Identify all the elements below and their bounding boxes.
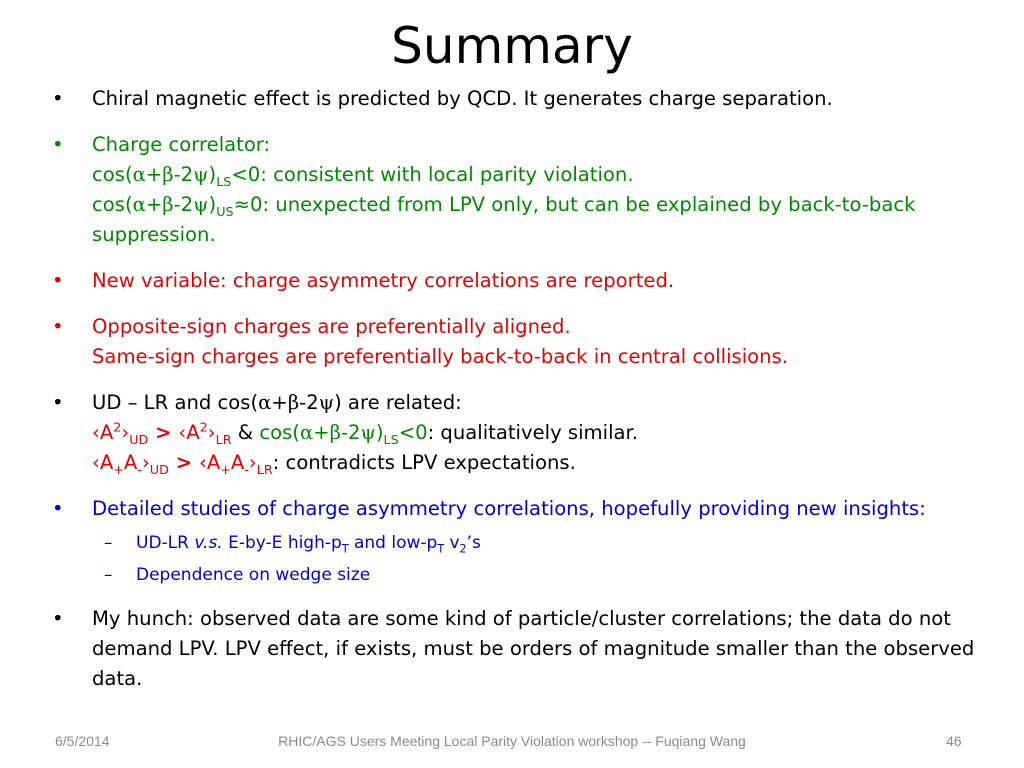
bullet-glyph: •	[52, 133, 64, 156]
bullet-cme	[46, 84, 986, 114]
slide-title: Summary	[391, 17, 633, 75]
bullet-new-variable	[46, 266, 986, 296]
footer-date: 6/5/2014	[55, 733, 110, 749]
ud-lr-line: UD – LR and cos(α+β-2ψ) are related:	[92, 391, 462, 414]
sub-bullet-wedge-size: – Dependence on wedge size	[46, 562, 986, 588]
bullet-glyph: •	[52, 391, 64, 414]
bullet-cme-text: Chiral magnetic effect is predicted by QCD. It generates charge separation.	[92, 87, 833, 110]
bullet-charge-correlator	[46, 130, 986, 250]
new-variable-text: New variable: charge asymmetry correlations are reported.	[92, 269, 675, 292]
a-plus-a-minus-line: $‹A_+A_-›_{UD}$ > $‹A_+A_-›_{LR}$: contradicts LPV expectations.	[92, 451, 576, 478]
bullet-glyph: •	[52, 87, 64, 110]
my-hunch-text: My hunch: observed data are some kind of particle/cluster correlations; the data do not demand LPV. LPV effect, if exists, must be orders of magnitude smaller than the observed data.	[92, 607, 975, 690]
bullet-glyph: •	[52, 497, 64, 520]
bullet-ud-lr	[46, 388, 986, 478]
bullet-glyph: •	[52, 269, 64, 292]
correlator-heading: Charge correlator:	[92, 133, 271, 156]
bullet-glyph: •	[52, 315, 64, 338]
a2-comparison-line: $‹A^2›_{UD}$ > $‹A^2›_{LR}$ & $\cos(\alpha+\beta-2\psi)_{LS}<0$: qualitatively similar.	[92, 420, 639, 448]
footer-page-number: 46	[946, 733, 962, 749]
slide-content	[46, 84, 986, 710]
bullet-opposite-sign	[46, 312, 986, 372]
detailed-studies-text: Detailed studies of charge asymmetry correlations, hopefully providing new insights:	[92, 497, 926, 520]
footer-title: RHIC/AGS Users Meeting Local Parity Violation workshop -- Fuqiang Wang	[278, 733, 746, 749]
same-sign-line: Same-sign charges are preferentially back-to-back in central collisions.	[92, 345, 789, 368]
bullet-detailed-studies	[46, 494, 986, 524]
sub-bullet-ud-lr-vs: – UD-LR v.s. E-by-E high-$p_T$ and low-$p_T$ $v_2’s$	[46, 530, 986, 556]
correlator-ls-line: $\cos(\alpha+\beta-2\psi)_{LS}<0$: consistent with local parity violation.	[92, 163, 634, 190]
dash-glyph: –	[104, 533, 113, 553]
opposite-sign-line: Opposite-sign charges are preferentially aligned.	[92, 315, 571, 338]
correlator-us-line: $\cos(\alpha+\beta-2\psi)_{US}\approx 0$: unexpected from LPV only, but can be explained by back-to-back suppression.	[92, 193, 916, 246]
dash-glyph: –	[104, 565, 113, 585]
bullet-glyph: •	[52, 607, 64, 630]
bullet-my-hunch	[46, 604, 986, 694]
